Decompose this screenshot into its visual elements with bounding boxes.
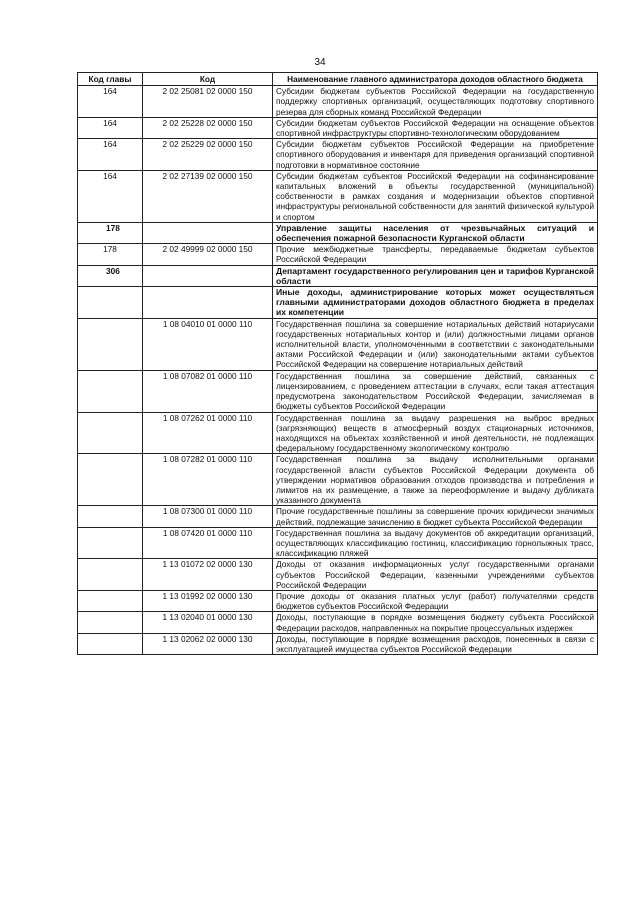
administrator-name-cell: Управление защиты населения от чрезвычайных ситуаций и обеспечения пожарной безопасности Курганской области bbox=[273, 222, 598, 243]
revenue-code-cell: 2 02 25229 02 0000 150 bbox=[143, 139, 273, 171]
table-row bbox=[78, 265, 598, 286]
revenue-code-cell: 1 13 02040 01 0000 130 bbox=[143, 612, 273, 633]
table-header-row bbox=[78, 73, 598, 86]
chapter-code-cell bbox=[78, 590, 143, 611]
chapter-code-cell: 164 bbox=[78, 139, 143, 171]
chapter-code-cell: 164 bbox=[78, 117, 143, 138]
chapter-code-cell bbox=[78, 612, 143, 633]
administrator-name-cell: Доходы от оказания информационных услуг государственными органами субъектов Российской Федерации, казенными учреждениями субъектов Российской Федерации bbox=[273, 559, 598, 591]
revenue-administrators-table bbox=[77, 72, 598, 655]
chapter-code-cell bbox=[78, 318, 143, 370]
chapter-code-cell bbox=[78, 506, 143, 527]
administrator-name-cell: Государственная пошлина за выдачу исполнительными органами государственной власти субъектов Российской Федерации документа об утверждении нормативов образования отходов производства и потребления и лимитов на их размещение, а также за переоформление и выдачу дубликата указанного документа bbox=[273, 454, 598, 506]
table-row bbox=[78, 370, 598, 412]
header-name: Наименование главного администратора доходов областного бюджета bbox=[273, 73, 598, 86]
chapter-code-cell bbox=[78, 454, 143, 506]
administrator-name-cell: Доходы, поступающие в порядке возмещения расходов, понесенных в связи с эксплуатацией имущества субъектов Российской Федерации bbox=[273, 633, 598, 654]
table-row bbox=[78, 244, 598, 265]
administrator-name-cell: Субсидии бюджетам субъектов Российской Федерации на государственную поддержку спортивных организаций, осуществляющих подготовку спортивного резерва для сборных команд Российской Федерации bbox=[273, 86, 598, 118]
header-chapter-code: Код главы bbox=[78, 73, 143, 86]
administrator-name-cell: Доходы, поступающие в порядке возмещения бюджету субъекта Российской Федерации расходов, направленных на покрытие процессуальных издержек bbox=[273, 612, 598, 633]
administrator-name-cell: Иные доходы, администрирование которых может осуществляться главными администраторами доходов областного бюджета в пределах их компетенции bbox=[273, 287, 598, 319]
table-row bbox=[78, 318, 598, 370]
chapter-code-cell bbox=[78, 527, 143, 559]
chapter-code-cell bbox=[78, 559, 143, 591]
administrator-name-cell: Государственная пошлина за выдачу документов об аккредитации организаций, осуществляющих классификацию гостиниц, классификацию горнолыжных трасс, классификацию пляжей bbox=[273, 527, 598, 559]
administrator-name-cell: Субсидии бюджетам субъектов Российской Федерации на софинансирование капитальных вложений в объекты государственной (муниципальной) собственности в рамках создания и модернизации объектов спортивной инфраструктуры региональной собственности для занятий физической культурой и спортом bbox=[273, 170, 598, 222]
administrator-name-cell: Субсидии бюджетам субъектов Российской Федерации на оснащение объектов спортивной инфраструктуры спортивно-технологическим оборудованием bbox=[273, 117, 598, 138]
revenue-code-cell: 1 13 01072 02 0000 130 bbox=[143, 559, 273, 591]
revenue-code-cell: 2 02 25081 02 0000 150 bbox=[143, 86, 273, 118]
administrator-name-cell: Прочие государственные пошлины за совершение прочих юридически значимых действий, подлежащие зачислению в бюджет субъекта Российской Федерации bbox=[273, 506, 598, 527]
chapter-code-cell: 164 bbox=[78, 86, 143, 118]
table-row bbox=[78, 590, 598, 611]
administrator-name-cell: Прочие межбюджетные трансферты, передаваемые бюджетам субъектов Российской Федерации bbox=[273, 244, 598, 265]
revenue-code-cell: 1 08 07082 01 0000 110 bbox=[143, 370, 273, 412]
administrator-name-cell: Государственная пошлина за совершение нотариальных действий нотариусами государственных нотариальных контор и (или) должностными лицами органов исполнительной власти, уполномоченными в соответствии с законодательными актами Российской Федерации и (или) законодательными актами субъектов Российской Федерации на совершение нотариальных действий bbox=[273, 318, 598, 370]
administrator-name-cell: Государственная пошлина за совершение действий, связанных с лицензированием, с проведением аттестации в случаях, если такая аттестация предусмотрена законодательством Российской Федерации, зачисляемая в бюджеты субъектов Российской Федерации bbox=[273, 370, 598, 412]
chapter-code-cell: 306 bbox=[78, 265, 143, 286]
header-code: Код bbox=[143, 73, 273, 86]
chapter-code-cell bbox=[78, 633, 143, 654]
table-row bbox=[78, 170, 598, 222]
table-body bbox=[78, 86, 598, 655]
chapter-code-cell bbox=[78, 370, 143, 412]
revenue-code-cell: 1 13 02062 02 0000 130 bbox=[143, 633, 273, 654]
table-row bbox=[78, 612, 598, 633]
revenue-code-cell: 1 08 07282 01 0000 110 bbox=[143, 454, 273, 506]
revenue-code-cell bbox=[143, 287, 273, 319]
revenue-code-cell: 1 08 07300 01 0000 110 bbox=[143, 506, 273, 527]
page-number: 34 bbox=[314, 57, 326, 68]
chapter-code-cell: 178 bbox=[78, 222, 143, 243]
chapter-code-cell: 178 bbox=[78, 244, 143, 265]
table-row bbox=[78, 454, 598, 506]
table-row bbox=[78, 86, 598, 118]
administrator-name-cell: Государственная пошлина за выдачу разрешения на выброс вредных (загрязняющих) веществ в атмосферный воздух стационарных источников, находящихся на объектах хозяйственной и иной деятельности, не подлежащих федеральному государственному экологическому контролю bbox=[273, 412, 598, 454]
revenue-code-cell: 2 02 49999 02 0000 150 bbox=[143, 244, 273, 265]
table-row bbox=[78, 139, 598, 171]
revenue-code-cell: 1 08 07420 01 0000 110 bbox=[143, 527, 273, 559]
administrator-name-cell: Департамент государственного регулирования цен и тарифов Курганской области bbox=[273, 265, 598, 286]
revenue-code-cell: 2 02 27139 02 0000 150 bbox=[143, 170, 273, 222]
administrator-name-cell: Субсидии бюджетам субъектов Российской Федерации на приобретение спортивного оборудования и инвентаря для приведения организаций спортивной подготовки в нормативное состояние bbox=[273, 139, 598, 171]
table-row bbox=[78, 412, 598, 454]
revenue-code-cell bbox=[143, 222, 273, 243]
table-row bbox=[78, 222, 598, 243]
revenue-code-cell bbox=[143, 265, 273, 286]
revenue-code-cell: 1 13 01992 02 0000 130 bbox=[143, 590, 273, 611]
chapter-code-cell bbox=[78, 412, 143, 454]
revenue-code-cell: 1 08 07262 01 0000 110 bbox=[143, 412, 273, 454]
table-row bbox=[78, 117, 598, 138]
table-row bbox=[78, 506, 598, 527]
revenue-code-cell: 1 08 04010 01 0000 110 bbox=[143, 318, 273, 370]
table-row bbox=[78, 287, 598, 319]
chapter-code-cell: 164 bbox=[78, 170, 143, 222]
chapter-code-cell bbox=[78, 287, 143, 319]
administrator-name-cell: Прочие доходы от оказания платных услуг (работ) получателями средств бюджетов субъектов Российской Федерации bbox=[273, 590, 598, 611]
revenue-code-cell: 2 02 25228 02 0000 150 bbox=[143, 117, 273, 138]
table-row bbox=[78, 527, 598, 559]
table-row bbox=[78, 559, 598, 591]
table-row bbox=[78, 633, 598, 654]
